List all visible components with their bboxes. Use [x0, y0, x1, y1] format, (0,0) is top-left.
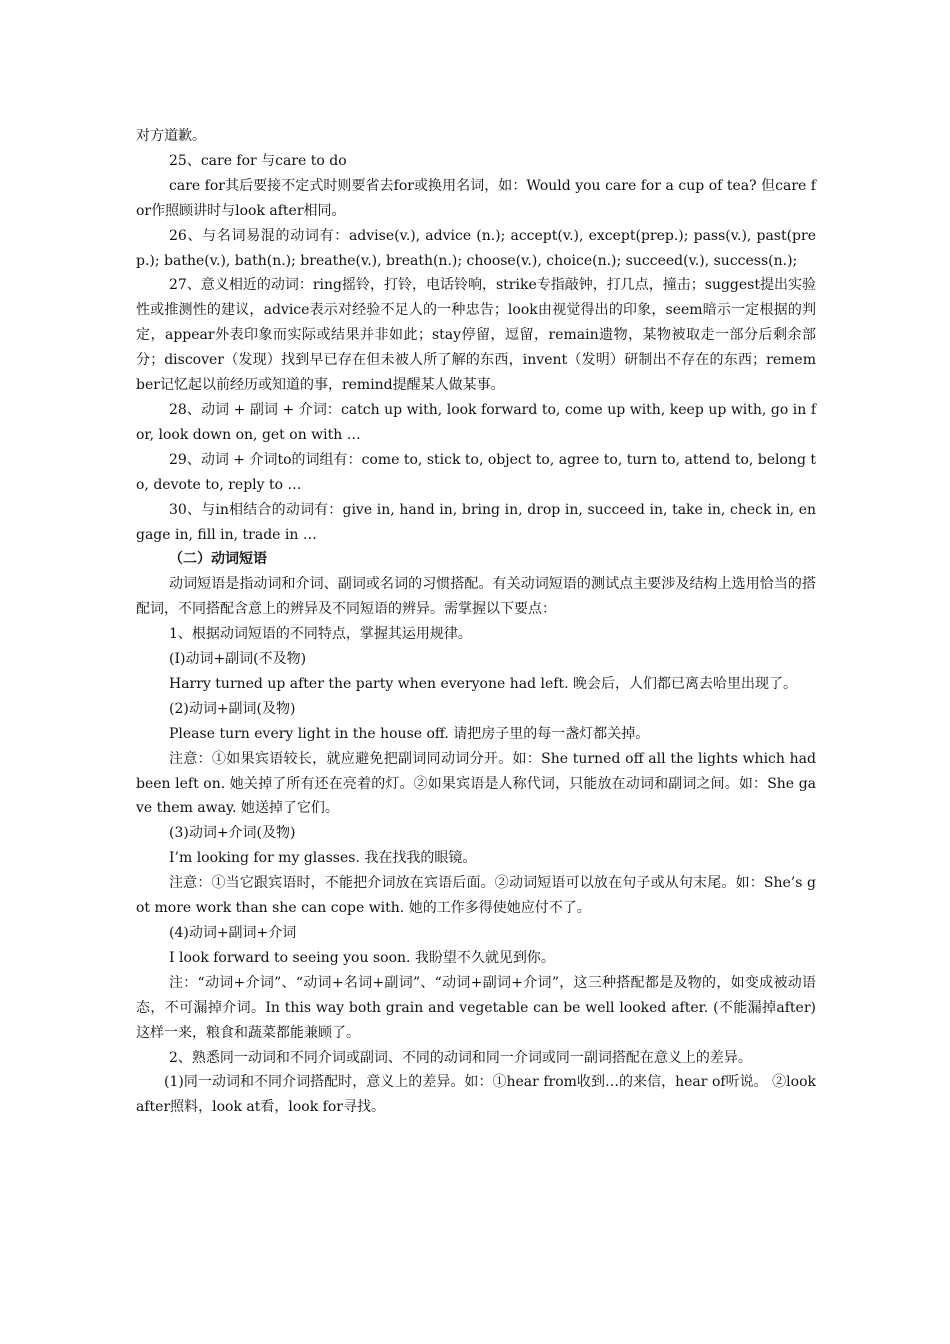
paragraph-apology-end: 对方道歉。 [136, 128, 206, 144]
point-1: 1、根据动词短语的不同特点，掌握其运用规律。 [169, 626, 472, 643]
item-25-heading: 25、care for 与care to do [169, 152, 347, 169]
example-looking-for: I’m looking for my glasses. 我在找我的眼镜。 [169, 850, 477, 867]
point-2: 2、熟悉同一动词和不同介词或副词、不同的动词和同一介词或同一副词搭配在意义上的差异。 [169, 1049, 752, 1066]
document-page [136, 124, 816, 1120]
item-28: 28、动词 + 副词 + 介词：catch up with, look forward to, come up with, keep up with, go in for, look down on, get on with … [136, 401, 816, 443]
note-prep-position: 注意：①当它跟宾语时，不能把介词放在宾语后面。②动词短语可以放在句子或从句末尾。如：She’s got more work than she can cope with. 她的工作多得使她应付不了。 [136, 875, 816, 917]
example-turned-up: Harry turned up after the party when everyone had left. 晚会后，人们都已离去哈里出现了。 [169, 675, 797, 692]
item-29: 29、动词 + 介词to的词组有：come to, stick to, object to, agree to, turn to, attend to, belong to, devote to, reply to … [136, 451, 816, 493]
note-object-position: 注意：①如果宾语较长，就应避免把副词同动词分开。如：She turned off all the lights which had been left on. 她关掉了所有还在亮着的灯。②如果宾语是人称代词，只能放在动词和副词之间。如：She gave them away. 她送掉了它们。 [136, 750, 816, 817]
item-25-body: care for其后要接不定式时则要省去for或换用名词，如：Would you care for a cup of tea? 但care for作照顾讲时与look after相同。 [136, 177, 816, 219]
item-27: 27、意义相近的动词：ring摇铃，打铃，电话铃响，strike专指敲钟，打几点，撞击；suggest提出实验性或推测性的建议，advice表示对经验不足人的一种忠告；look由视觉得出的印象，seem暗示一定根据的判定，appear外表印象而实际或结果并非如此；stay停留，逗留，remain遗物，某物被取走一部分后剩余部分；discover（发现）找到早已存在但未被人所了解的东西，invent（发明）研制出不存在的东西；remember记忆起以前经历或知道的事，remind提醒某人做某事。 [136, 277, 816, 394]
subpoint-same-verb-diff-prep: (1)同一动词和不同介词搭配时，意义上的差异。如：①hear from收到…的来信，hear of听说。 ②look after照料，look at看，look for寻找。 [136, 1074, 816, 1116]
example-look-forward: I look forward to seeing you soon. 我盼望不久就见到你。 [169, 949, 555, 966]
example-turn-off: Please turn every light in the house off. 请把房子里的每一盏灯都关掉。 [169, 725, 650, 742]
section-heading-verb-phrases: （二）动词短语 [169, 551, 267, 568]
note-passive-voice: 注：“动词+介词”、“动词+名词+副词”、“动词+副词+介词”，这三种搭配都是及物的，如变成被动语态，不可漏掉介词。In this way both grain and vegetable can be well looked after. (不能漏掉after) 这样一来，粮食和蔬菜都能兼顾了。 [136, 974, 816, 1041]
subpoint-3-verb-prep: (3)动词+介词(及物) [169, 825, 296, 842]
item-30: 30、与in相结合的动词有：give in, hand in, bring in, drop in, succeed in, take in, check in, engage in, fill in, trade in … [136, 501, 816, 543]
item-26: 26、与名词易混的动词有：advise(v.), advice (n.); accept(v.), except(prep.); pass(v.), past(prep.); bathe(v.), bath(n.); breathe(v.), breath(n.); choose(v.), choice(n.); succeed(v.), success(n.); [136, 227, 816, 269]
verb-phrases-intro: 动词短语是指动词和介词、副词或名词的习惯搭配。有关动词短语的测试点主要涉及结构上选用恰当的搭配词，不同搭配含意上的辨异及不同短语的辨异。需掌握以下要点： [136, 576, 816, 618]
subpoint-1-intransitive: (I)动词+副词(不及物) [169, 651, 307, 668]
subpoint-2-transitive: (2)动词+副词(及物) [169, 700, 296, 717]
subpoint-4-verb-adv-prep: (4)动词+副词+介词 [169, 925, 297, 941]
